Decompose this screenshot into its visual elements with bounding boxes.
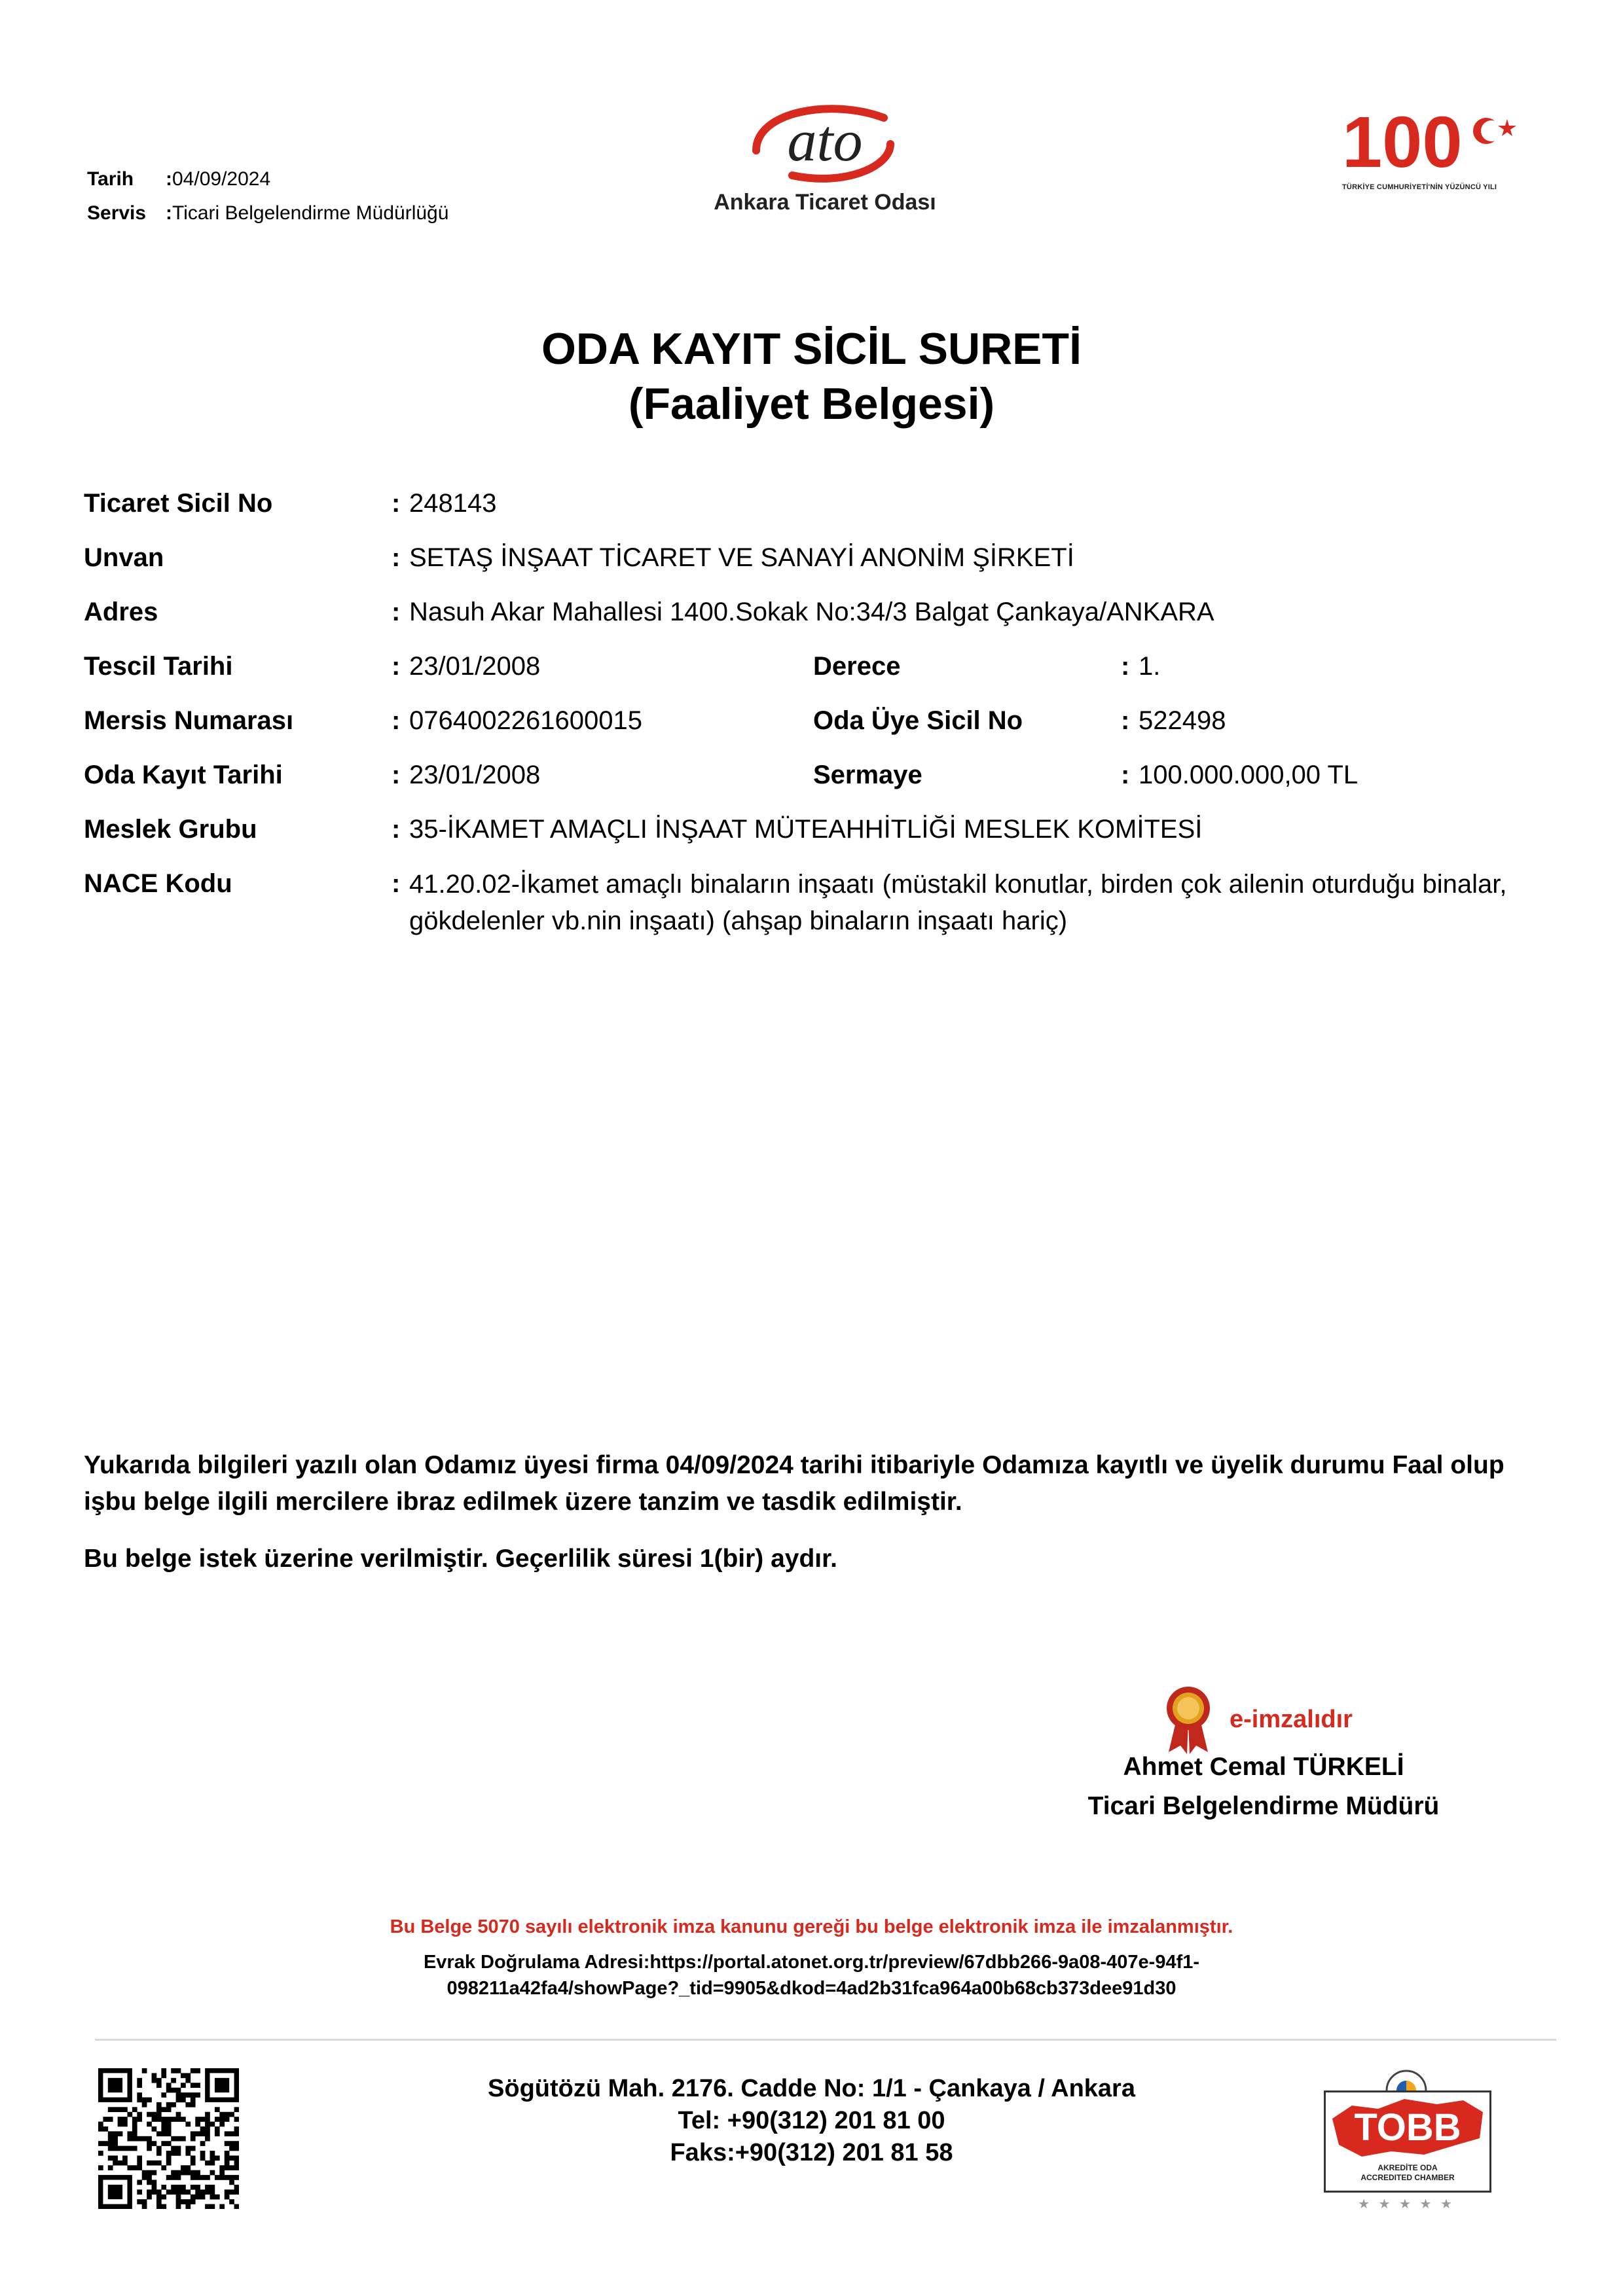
service-value: Ticari Belgelendirme Müdürlüğü (172, 202, 449, 224)
profession-label: Meslek Grubu (84, 815, 257, 844)
statement-paragraph-2: Bu belge istek üzerine verilmiştir. Geçerlilik süresi 1(bir) aydır. (84, 1545, 837, 1573)
separator: : (392, 761, 401, 789)
tobb-caption-1: AKREDİTE ODA (1377, 2163, 1438, 2172)
tobb-caption-2: ACCREDITED CHAMBER (1360, 2173, 1455, 2182)
member-registry-label: Oda Üye Sicil No (813, 706, 1023, 735)
signer-name: Ahmet Cemal TÜRKELİ (1123, 1753, 1404, 1781)
separator: : (1121, 761, 1130, 789)
trade-registry-label: Ticaret Sicil No (84, 489, 273, 518)
header-meta (87, 162, 448, 230)
separator: : (392, 489, 401, 518)
mersis-value: 0764002261600015 (409, 706, 642, 735)
centenary-logo (1336, 105, 1525, 203)
signer-title: Ticari Belgelendirme Müdürü (1087, 1792, 1440, 1820)
footer-fax: Faks:+90(312) 201 81 58 (670, 2139, 953, 2166)
title-label: Unvan (84, 543, 164, 572)
address-value: Nasuh Akar Mahallesi 1400.Sokak No:34/3 Balgat Çankaya/ANKARA (409, 598, 1214, 626)
separator: : (392, 815, 401, 844)
footer-divider (95, 2039, 1556, 2041)
org-name: Ankara Ticaret Odası (714, 190, 936, 215)
capital-label: Sermaye (813, 761, 922, 789)
separator: : (392, 869, 401, 898)
nace-value: 41.20.02-İkamet amaçlı binaların inşaatı (müstakil konutlar, birden çok ailenin oturduğu binalar, gökdelenler vb.nin inşaatı) (ahşap binaların inşaatı hariç) (409, 870, 1507, 935)
separator: : (392, 706, 401, 735)
title-value: SETAŞ İNŞAAT TİCARET VE SANAYİ ANONİM ŞİRKETİ (409, 543, 1074, 572)
esign-label: e-imzalıdır (1230, 1706, 1353, 1733)
date-value: 04/09/2024 (172, 168, 271, 190)
separator: : (1121, 652, 1130, 681)
ato-logo-mark (694, 98, 956, 190)
chamber-date-value: 23/01/2008 (409, 761, 541, 789)
document-subtitle: (Faaliyet Belgesi) (628, 379, 995, 429)
date-colon: : (166, 168, 172, 190)
separator: : (392, 598, 401, 626)
ato-logo (694, 98, 956, 223)
degree-value: 1. (1139, 652, 1161, 681)
date-label: Tarih (87, 168, 134, 190)
footer-address: Sögütözü Mah. 2176. Cadde No: 1/1 - Çankaya / Ankara (488, 2075, 1135, 2102)
separator: : (392, 652, 401, 681)
service-label: Servis (87, 202, 147, 224)
capital-value: 100.000.000,00 TL (1139, 761, 1359, 789)
separator: : (1121, 706, 1130, 735)
verify-address-line-1: Evrak Doğrulama Adresi:https://portal.atonet.org.tr/preview/67dbb266-9a08-407e-94f1- (423, 1952, 1200, 1973)
centenary-number: 100 (1342, 105, 1463, 183)
member-registry-value: 522498 (1139, 706, 1226, 735)
address-label: Adres (84, 598, 158, 626)
separator: : (392, 543, 401, 572)
esign-notice: Bu Belge 5070 sayılı elektronik imza kanunu gereği bu belge elektronik imza ile imzalanmıştır. (390, 1916, 1233, 1937)
verify-address-line-2: 098211a42fa4/showPage?_tid=9905&dkod=4ad2b31fca964a00b68cb373dee91d30 (447, 1978, 1176, 1999)
trade-registry-value: 248143 (409, 489, 497, 518)
registration-date-label: Tescil Tarihi (84, 652, 233, 681)
tobb-caption (1326, 2163, 1489, 2183)
statement-paragraph-1: Yukarıda bilgileri yazılı olan Odamız üyesi firma 04/09/2024 tarihi itibariyle Odamıza kayıtlı ve üyelik durumu Faal olup işbu belge ilgili mercilere ibraz edilmek üzere tanzim ve tasdik edilmiştir. (84, 1451, 1504, 1516)
mersis-label: Mersis Numarası (84, 706, 294, 735)
tobb-frame (1324, 2090, 1491, 2193)
nace-label: NACE Kodu (84, 869, 232, 898)
tobb-stars: ★ ★ ★ ★ ★ (1358, 2197, 1455, 2212)
service-colon: : (166, 202, 172, 224)
document-title: ODA KAYIT SİCİL SURETİ (541, 324, 1082, 374)
service-line (87, 196, 448, 230)
degree-label: Derece (813, 652, 901, 681)
tobb-accreditation-badge (1321, 2068, 1491, 2215)
tobb-text: TOBB (1354, 2106, 1461, 2149)
footer-phone: Tel: +90(312) 201 81 00 (678, 2107, 945, 2134)
chamber-date-label: Oda Kayıt Tarihi (84, 761, 283, 789)
date-line (87, 162, 448, 196)
seal-ribbon-icon (1162, 1683, 1214, 1755)
registration-date-value: 23/01/2008 (409, 652, 541, 681)
ato-logo-text: ato (787, 109, 863, 173)
centenary-caption: TÜRKİYE CUMHURİYETİ'NİN YÜZÜNCÜ YILI (1342, 183, 1497, 191)
centenary-mark (1336, 105, 1525, 183)
profession-value: 35-İKAMET AMAÇLI İNŞAAT MÜTEAHHİTLİĞİ MESLEK KOMİTESİ (409, 815, 1203, 844)
